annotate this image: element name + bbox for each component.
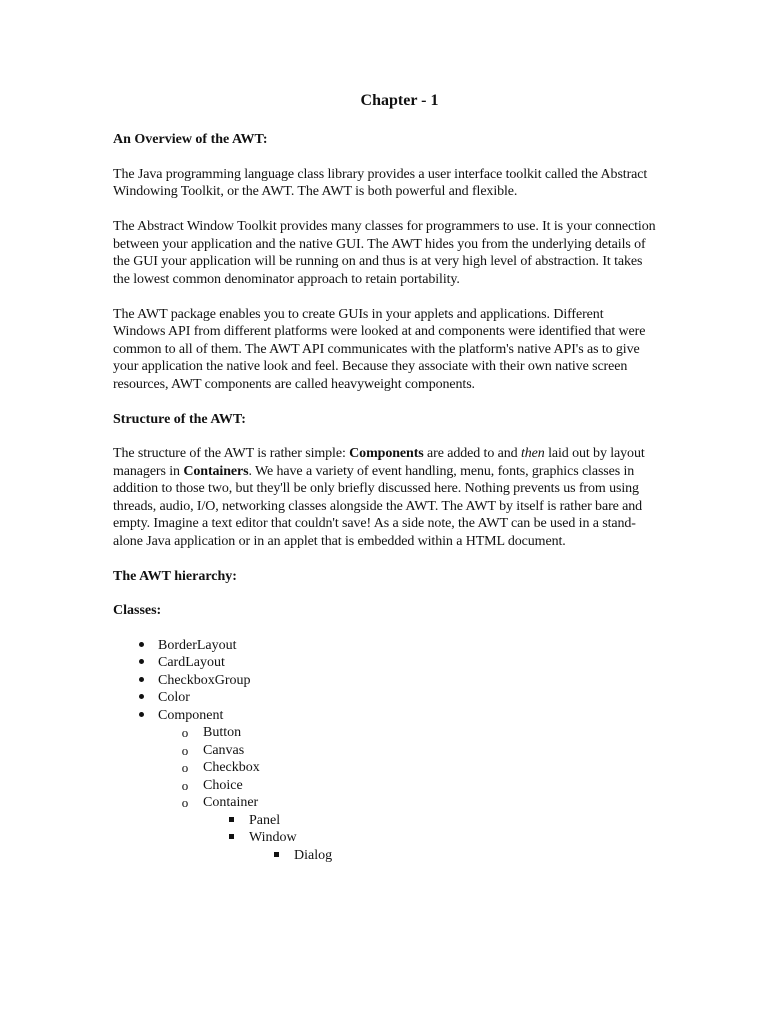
circle-bullet-icon: o: [181, 760, 189, 775]
square-bullet-icon: [225, 812, 237, 830]
list-item: [113, 759, 658, 777]
list-item: [113, 829, 658, 847]
bullet-icon: [135, 654, 147, 672]
bullet-icon: [135, 637, 147, 655]
paragraph: The Java programming language class library provides a user interface toolkit called the Abstract Windowing Toolkit, or the AWT. The AWT is both powerful and flexible.: [113, 166, 648, 199]
bold-term-components: Components: [349, 446, 424, 461]
list-item-label: CardLayout: [158, 655, 225, 670]
list-item: [113, 689, 658, 707]
list-item-label: Dialog: [294, 847, 333, 863]
list-item-label: BorderLayout: [158, 637, 237, 653]
container-sublist: [113, 812, 658, 847]
section-heading-hierarchy: The AWT hierarchy:: [113, 568, 237, 584]
list-item-label: Panel: [249, 812, 281, 828]
chapter-title: Chapter - 1: [360, 92, 439, 109]
list-item: [113, 724, 658, 742]
classes-heading: Classes:: [113, 603, 162, 618]
circle-bullet-icon: o: [181, 795, 189, 810]
paragraph-structure: [113, 445, 658, 550]
list-item-label: Color: [158, 690, 190, 705]
list-item: [113, 777, 658, 795]
list-item: [113, 742, 658, 760]
list-item: [113, 794, 658, 812]
square-bullet-icon: [270, 847, 282, 865]
bold-term-containers: Containers: [183, 463, 249, 479]
circle-bullet-icon: o: [181, 742, 189, 758]
text-run: The structure of the AWT is rather simple:: [113, 446, 350, 461]
paragraph: The AWT package enables you to create GUIs in your applets and applications. Different Windows API from different platforms were looked at and components were identified that were common to all of them. The AWT API communicates with the platform's native API's as to give your application the native look and feel. Because they associate with their own native screen resources, AWT components are called heavyweight components.: [113, 306, 646, 392]
bullet-icon: [135, 672, 147, 690]
italic-term-then: then: [520, 446, 545, 461]
bullet-icon: [135, 689, 147, 707]
list-item-label: CheckboxGroup: [158, 672, 251, 688]
class-list: [113, 637, 658, 725]
circle-bullet-icon: o: [181, 777, 189, 793]
paragraph: The Abstract Window Toolkit provides many classes for programmers to use. It is your connection between your application and the native GUI. The AWT hides you from the underlying details of the GUI your application will be running on and thus is at very high level of abstraction. It takes the lowest common denominator approach to retain portability.: [113, 219, 656, 287]
text-run: laid out by layout managers in: [113, 446, 645, 479]
list-item-label: Button: [203, 725, 242, 740]
list-item: [113, 654, 658, 672]
text-run: are added to and: [423, 446, 521, 461]
section-heading-overview: An Overview of the AWT:: [113, 132, 268, 147]
section-heading-structure: Structure of the AWT:: [113, 411, 246, 427]
list-item: [113, 812, 658, 830]
list-item: [113, 672, 658, 690]
list-item-label: Canvas: [203, 742, 245, 758]
list-item-label: Window: [249, 830, 297, 845]
list-item: [113, 707, 658, 725]
document-page: [113, 90, 658, 864]
text-run: . We have a variety of event handling, menu, fonts, graphics classes in addition to those two, but they'll be only briefly discussed here. Nothing prevents us from using threads, audio, I/O, networking classes alongside the AWT. The AWT by itself is rather bare and empty. Imagine a text editor that couldn't save! As a side note, the AWT can be used in a stand-alone Java application or in an applet that is embedded within a HTML document.: [113, 463, 643, 549]
square-bullet-icon: [225, 829, 237, 847]
list-item-label: Container: [203, 795, 259, 810]
list-item-label: Choice: [203, 777, 243, 793]
bullet-icon: [135, 707, 147, 725]
circle-bullet-icon: o: [181, 725, 189, 740]
list-item: [113, 847, 658, 865]
list-item: [113, 637, 658, 655]
window-sublist: [113, 847, 658, 865]
component-sublist: [113, 724, 658, 812]
list-item-label: Component: [158, 707, 224, 723]
list-item-label: Checkbox: [203, 760, 260, 775]
